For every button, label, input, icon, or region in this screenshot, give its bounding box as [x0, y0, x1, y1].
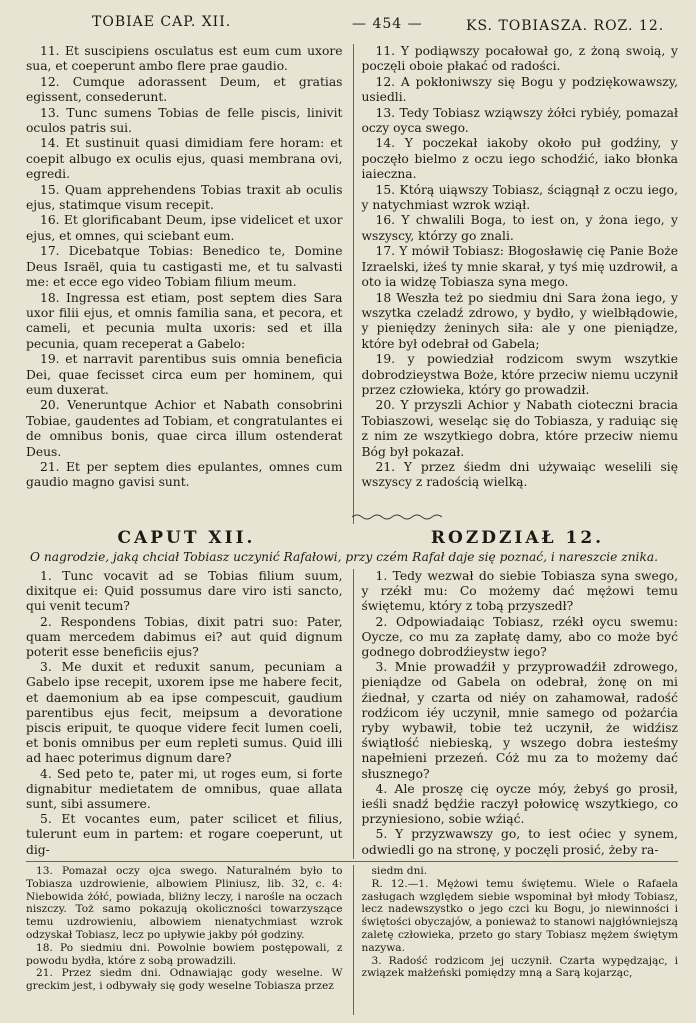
polish-verse: 16. Y chwalili Boga, to iest on, y żona iego, y wszyscy, którzy go znali.	[361, 213, 678, 243]
polish-verse: 4. Ale proszę cię oycze móy, żebyś go prosił, ieśli snadź będźie raczył połowicę wszytkiego, co przyniesiono, sobie wźiąć.	[361, 781, 678, 827]
latin-verse: 21. Et per septem dies epulantes, omnes cum gaudio magno gavisi sunt.	[26, 459, 343, 490]
polish-verse: 18 Weszła też po siedmiu dni Sara żona iego, y wszytka czeladź zdrowo, y bydło, y wielbłądowie, y pieniędzy żeninych siła: ale y one pieniądze, które był odebrał od Gabela;	[361, 290, 678, 351]
footnote: 13. Pomazał oczy ojca swego. Naturalném było to Tobiasza uzdrowienie, albowiem Pliniusz, lib. 32, c. 4: Niebowida żółć, powiada, bliżny leczy, i narośle na oczach niszczy. Toż samo pokazują okoliczności towarzyszące temu uzdrowieniu, albowiem nienatychmiast wzrok odzyskał Tobiasz, lecz po upływie jakby pół godziny.	[26, 865, 343, 941]
chapter-headings	[26, 528, 678, 548]
polish-column-top	[353, 44, 679, 524]
polish-verse: 1. Tedy wezwał do siebie Tobiasza syna swego, y rzékł mu: Co możemy dać mężowi temu świętemu, który z tobą przyszedł?	[361, 569, 678, 614]
footnote: 21. Przez siedm dni. Odnawiając gody weselne. W greckim jest, i odbywały się gody weselne Tobiasza przez	[26, 967, 343, 993]
latin-verse: 12. Cumque adorassent Deum, et gratias egissent, consederunt.	[26, 74, 343, 105]
latin-verse: 15. Quam apprehendens Tobias traxit ab oculis ejus, statimque visum recepit.	[26, 182, 343, 213]
footnote: 3. Radość rodzicom jej uczynił. Czarta wypędzając, i związek małżeński pomiędzy mną a Sarą kojarząc,	[361, 954, 678, 980]
caput-title: CAPUT XII.	[117, 528, 256, 548]
header-latin-title: TOBIAE CAP. XII.	[92, 14, 232, 30]
latin-verse: 13. Tunc sumens Tobias de felle piscis, linivit oculos patris sui.	[26, 105, 343, 136]
latin-verse: 14. Et sustinuit quasi dimidiam fere horam: et coepit albugo ex oculis ejus, quasi membrana ovi, egredi.	[26, 136, 343, 182]
page-header	[26, 14, 678, 44]
rozdzial-title: ROZDZIAŁ 12.	[430, 528, 605, 548]
latin-verse: 4. Sed peto te, pater mi, ut roges eum, si forte dignabitur medietatem de omnibus, quae allata sunt, sibi assumere.	[26, 766, 343, 812]
page-number: — 454 —	[352, 16, 423, 32]
polish-verse: 5. Y przyzwawszy go, to iest oćiec y synem, odwiedli go na stronę, y poczęli prosić, żeby ra-	[361, 827, 678, 857]
polish-verse: 12. A pokłoniwszy się Bogu y podziękowawszy, usiedli.	[361, 74, 678, 105]
polish-column-bottom	[353, 569, 679, 859]
latin-verse: 2. Respondens Tobias, dixit patri suo: Pater, quam mercedem dabimus ei? aut quid dignum poterit esse beneficiis ejus?	[26, 614, 343, 660]
polish-verse: 11. Y podiąwszy pocałował go, z żoną swoią, y poczęli oboie płakać od radości.	[361, 44, 678, 74]
footnote: 18. Po siedmiu dni. Powolnie bowiem postępowali, z powodu bydła, które z sobą prowadzili.	[26, 941, 343, 967]
footnotes-right	[353, 865, 679, 1015]
polish-verse: 17. Y mówił Tobiasz: Błogosławię cię Panie Boże Izraelski, iżeś ty mnie skarał, y tyś mię uzdrowił, a oto ia widzę Tobiasza syna mego.	[361, 244, 678, 290]
top-columns	[26, 44, 678, 524]
chapter-summary: O nagrodzie, jaką chciał Tobiasz uczynić Rafałowi, przy czém Rafał daje się poznać, i nareszcie znika.	[30, 550, 658, 564]
polish-verse: 2. Odpowiadaiąc Tobiasz, rzékł oycu swemu: Oycze, co mu za zapłatę damy, abo co może być godnego dobrodźieystw iego?	[361, 614, 678, 660]
polish-verse: 15. Którą uiąwszy Tobiasz, ściągnął z oczu iego, y natychmiast wzrok wziął.	[361, 182, 678, 213]
footnote: siedm dni.	[371, 865, 428, 877]
footnotes	[26, 861, 678, 1015]
polish-verse: 14. Y poczekał iakoby około puł godźiny, y poczęło bielmo z oczu iego schodźić, iako błonka iaieczna.	[361, 136, 678, 182]
bottom-columns	[26, 569, 678, 859]
latin-verse: 3. Me duxit et reduxit sanum, pecuniam a Gabelo ipse recepit, uxorem ipse me habere fecit, et daemonium ab ea ipse compescuit, gaudium parentibus ejus fecit, meipsum a devoratione piscis eripuit, te quoque videre fecit lumen coeli, et bonis omnibus per eum repleti sumus. Quid illi ad haec poterimus dignum dare?	[26, 660, 343, 766]
polish-verse: 3. Mnie prowadźił y przyprowadźił zdrowego, pieniądze od Gabela on odebrał, żonę on mi źiednał, y czarta od niéy on zahamował, radość rodźicom iéy uczynił, mnie samego od pożarćia ryby wybawił, tobie też uczynił, że widźisz świątłość niebieską, y wszego dobra iesteśmy napełnieni przezeń. Cóż mu za to możemy dać słusznego?	[361, 660, 678, 781]
latin-verse: 11. Et suscipiens osculatus est eum cum uxore sua, et coeperunt ambo flere prae gaudio.	[26, 44, 343, 74]
header-polish-title: KS. TOBIASZA. ROZ. 12.	[466, 18, 665, 34]
latin-column-top	[26, 44, 343, 524]
footnotes-left	[26, 865, 343, 1015]
ornament-divider	[352, 513, 442, 521]
polish-verse: 13. Tedy Tobiasz wziąwszy żółci rybiéy, pomazał oczy oyca swego.	[361, 105, 678, 136]
latin-verse: 19. et narravit parentibus suis omnia beneficia Dei, quae fecisset circa eum per hominem, qui eum duxerat.	[26, 352, 343, 397]
latin-verse: 16. Et glorificabant Deum, ipse videlicet et uxor ejus, et omnes, qui sciebant eum.	[26, 213, 343, 243]
latin-verse: 1. Tunc vocavit ad se Tobias filium suum, dixitque ei: Quid possumus dare viro isti sancto, qui venit tecum?	[26, 569, 343, 614]
latin-verse: 20. Veneruntque Achior et Nabath consobrini Tobiae, gaudentes ad Tobiam, et congratulantes ei de omnibus bonis, quae circa illum ostenderat Deus.	[26, 398, 343, 459]
latin-column-bottom	[26, 569, 343, 859]
latin-verse: 5. Et vocantes eum, pater scilicet et filius, tulerunt eum in partem: et rogare coeperunt, ut dig-	[26, 812, 343, 857]
polish-verse: 19. y powiedział rodzicom swym wszytkie dobrodzieystwa Boże, które przeciw niemu uczynił przez człowieka, który go prowadził.	[361, 352, 678, 397]
latin-verse: 18. Ingressa est etiam, post septem dies Sara uxor filii ejus, et omnis familia sana, et pecora, et cameli, et pecunia multa uxoris: sed et illa pecunia, quam receperat a Gabelo:	[26, 290, 343, 351]
polish-verse: 21. Y przez śiedm dni używaiąc weselili się wszyscy z radością wielką.	[361, 459, 678, 490]
latin-verse: 17. Dicebatque Tobias: Benedico te, Domine Deus Israël, quia tu castigasti me, et tu salvasti me: et ecce ego video Tobiam filium meum.	[26, 244, 343, 290]
footnote: R. 12.—1. Mężowi temu świętemu. Wiele o Rafaela zasługach względem siebie wspominał był młody Tobiasz, lecz nadewszystko o jego czci ku Bogu, jo niewinności i świętości obyczajów, a ponieważ to stanowi najgłówniejszą zaletę człowieka, przeto go stary Tobiasz mężem świętym nazywa.	[361, 877, 678, 954]
polish-verse: 20. Y przyszli Achior y Nabath cioteczni bracia Tobiaszowi, weseląc się do Tobiasza, y raduiąc się z nim ze wszytkiego dobra, które przeciw niemu Bóg był pokazał.	[361, 398, 678, 459]
